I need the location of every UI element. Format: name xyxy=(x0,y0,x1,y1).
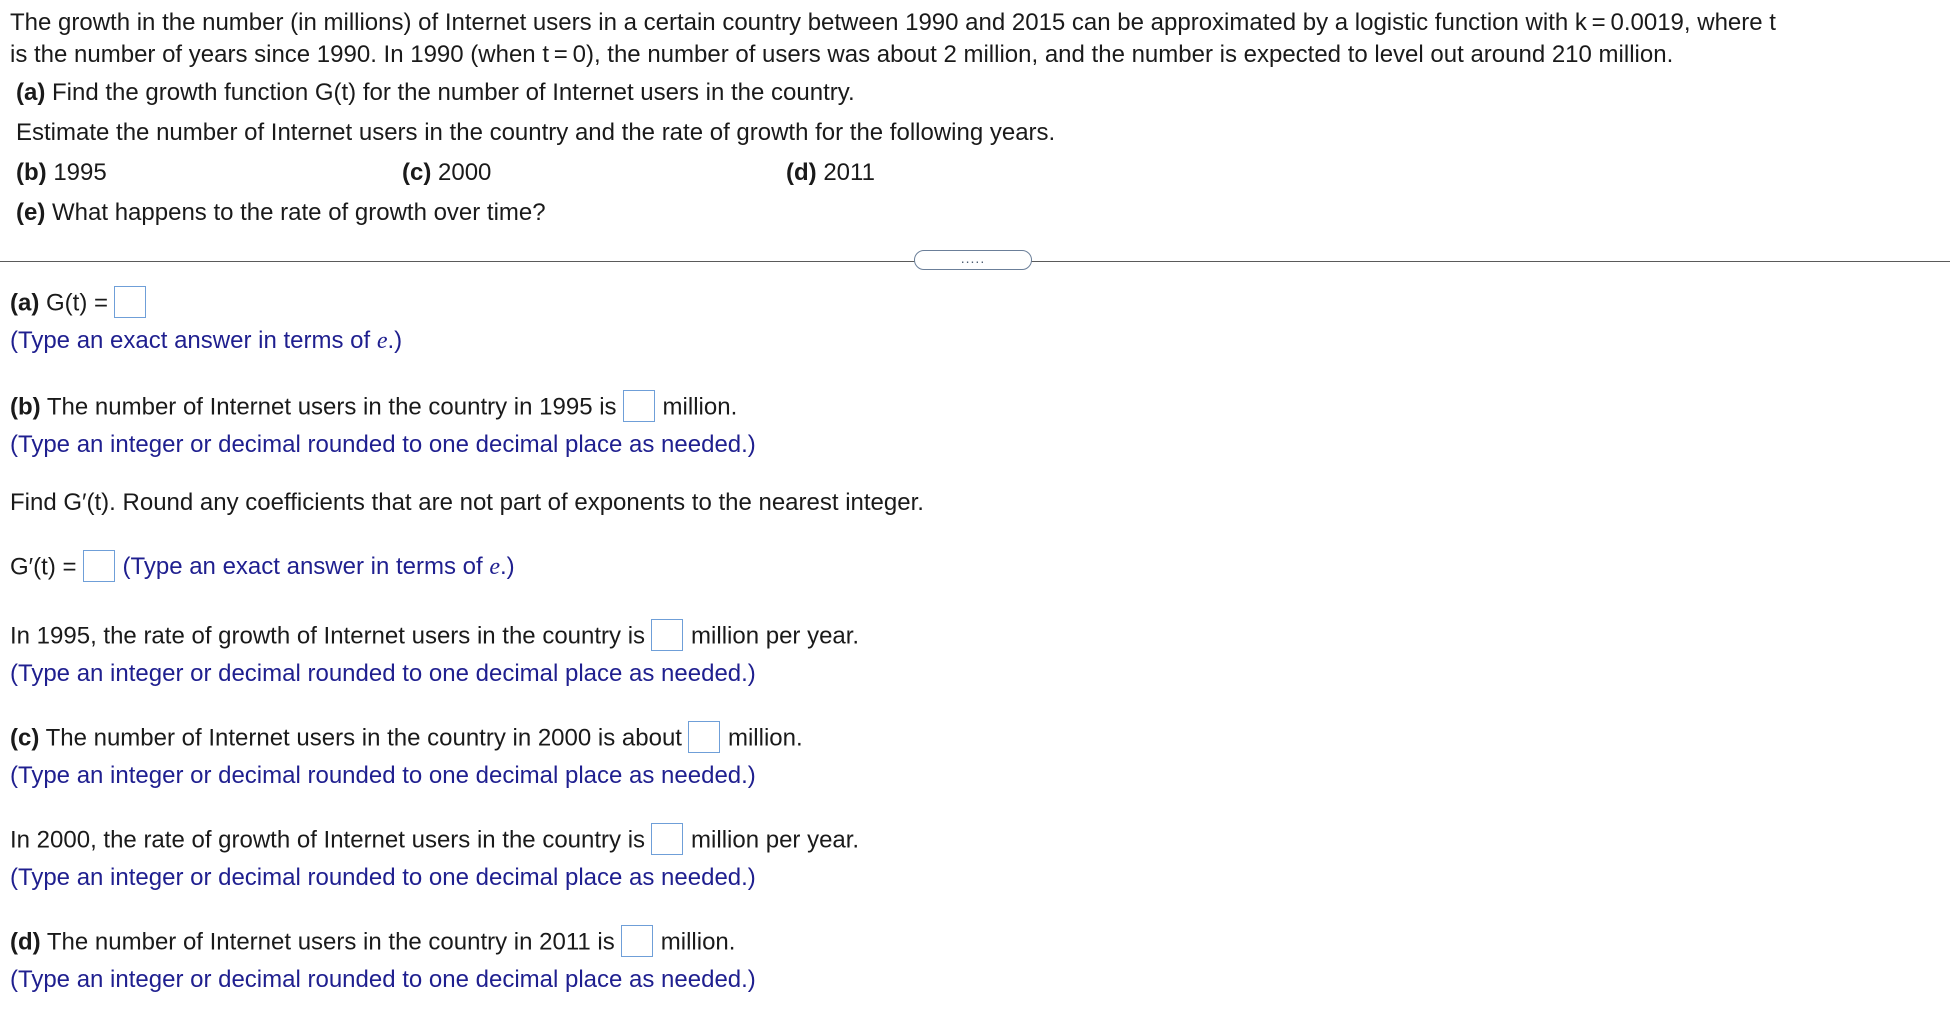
rate-1995-input[interactable] xyxy=(651,619,683,651)
answer-a-row xyxy=(10,288,154,320)
answer-c-prefix: The number of Internet users in the country in 2000 is about xyxy=(45,724,682,752)
part-c-label: (c) xyxy=(402,159,432,186)
answer-b-prefix: The number of Internet users in the country in 1995 is xyxy=(46,393,617,421)
answer-a-prefix: G(t) = xyxy=(46,289,109,317)
answer-b-row xyxy=(10,392,737,424)
part-b-question xyxy=(16,158,107,188)
derivative-hint-var: e xyxy=(489,554,500,581)
rate-1995-row xyxy=(10,621,859,653)
problem-line-1: The growth in the number (in millions) of Internet users in a certain country between 1990 and 2015 can be approximated by a logistic function with k = 0.0019, where t xyxy=(10,9,1776,36)
answer-d-prefix: The number of Internet users in the country in 2011 is xyxy=(46,928,615,956)
answer-d-suffix: million. xyxy=(660,928,736,956)
expand-button[interactable]: ..... xyxy=(914,250,1032,270)
answer-c-row xyxy=(10,723,803,755)
derivative-row xyxy=(10,552,515,584)
answer-a-hint xyxy=(10,326,402,356)
part-d-year: 2011 xyxy=(823,159,875,186)
part-d-label: (d) xyxy=(786,159,817,186)
answer-b-hint: (Type an integer or decimal rounded to one decimal place as needed.) xyxy=(10,431,756,458)
answer-a-label: (a) xyxy=(10,289,40,317)
rate-2000-prefix: In 2000, the rate of growth of Internet users in the country is xyxy=(10,826,646,854)
rate-2000-suffix: million per year. xyxy=(691,826,860,854)
answer-a-hint-var: e xyxy=(376,328,388,354)
part-b-label: (b) xyxy=(16,159,47,186)
part-e-label: (e) xyxy=(16,199,46,226)
problem-line-2: is the number of years since 1990. In 1990 (when t = 0), the number of users was about 2 million, and the number is expected to level out around 210 million. xyxy=(10,41,1674,68)
answer-b-suffix: million. xyxy=(662,393,738,421)
part-c-year: 2000 xyxy=(438,159,492,186)
part-b-year: 1995 xyxy=(53,159,107,186)
rate-2000-hint: (Type an integer or decimal rounded to one decimal place as needed.) xyxy=(10,864,756,891)
rate-2000-row xyxy=(10,825,859,857)
answer-a-input[interactable] xyxy=(114,286,146,318)
rate-1995-prefix: In 1995, the rate of growth of Internet users in the country is xyxy=(10,622,646,650)
answer-c-suffix: million. xyxy=(727,724,803,752)
rate-2000-input[interactable] xyxy=(651,823,683,855)
answer-d-input[interactable] xyxy=(621,925,653,957)
part-e-text: What happens to the rate of growth over time? xyxy=(52,199,546,226)
answer-b-input[interactable] xyxy=(623,390,655,422)
answer-c-label: (c) xyxy=(10,724,40,752)
answer-c-hint: (Type an integer or decimal rounded to one decimal place as needed.) xyxy=(10,762,756,789)
answer-b-label: (b) xyxy=(10,393,41,421)
derivative-prefix: G′(t) = xyxy=(10,553,77,581)
answer-d-row xyxy=(10,927,735,959)
derivative-hint-text: (Type an exact answer in terms of xyxy=(122,553,483,581)
part-c-question xyxy=(402,158,491,188)
part-d-question xyxy=(786,158,875,188)
part-e-question xyxy=(16,198,546,228)
answer-a-hint-end: .) xyxy=(387,327,403,354)
part-a-text: Find the growth function G(t) for the number of Internet users in the country. xyxy=(52,79,855,106)
rate-1995-suffix: million per year. xyxy=(691,622,860,650)
part-a-question xyxy=(16,78,855,108)
derivative-input[interactable] xyxy=(83,550,115,582)
rate-1995-hint: (Type an integer or decimal rounded to one decimal place as needed.) xyxy=(10,660,756,687)
estimate-instruction: Estimate the number of Internet users in the country and the rate of growth for the following years. xyxy=(16,119,1056,146)
derivative-hint xyxy=(123,553,515,580)
answer-c-input[interactable] xyxy=(688,721,720,753)
derivative-hint-end: .) xyxy=(500,553,515,581)
answer-a-hint-text: (Type an exact answer in terms of xyxy=(10,327,371,354)
part-a-label: (a) xyxy=(16,79,46,106)
answer-d-hint: (Type an integer or decimal rounded to one decimal place as needed.) xyxy=(10,966,756,993)
derivative-instruction: Find G′(t). Round any coefficients that are not part of exponents to the nearest integer. xyxy=(10,489,924,516)
answer-d-label: (d) xyxy=(10,928,41,956)
